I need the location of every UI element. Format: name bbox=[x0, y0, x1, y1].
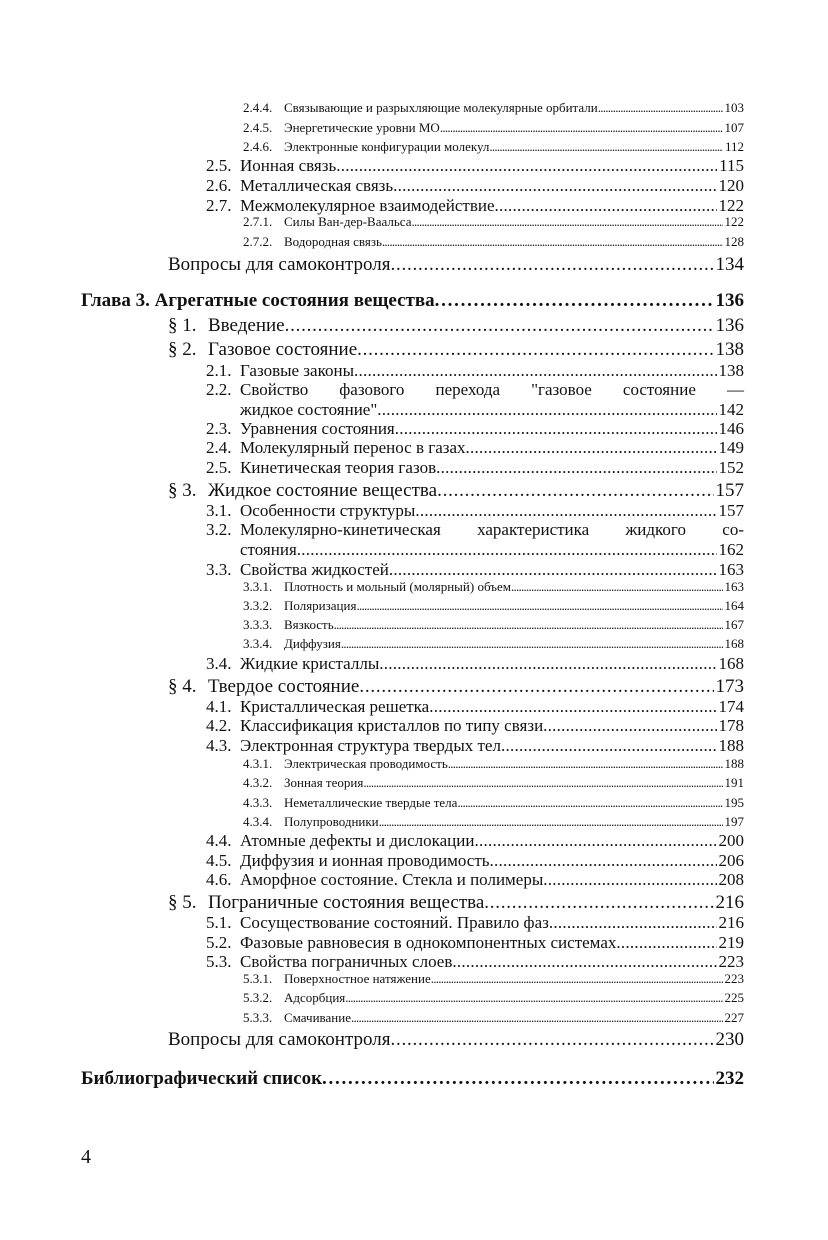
dot-leader bbox=[429, 697, 716, 717]
dot-leader bbox=[334, 617, 723, 633]
toc-entry-page: 216 bbox=[715, 892, 744, 913]
toc-entry-page: 195 bbox=[724, 795, 744, 810]
dot-leader bbox=[382, 234, 723, 250]
dot-leader bbox=[598, 100, 723, 116]
dot-leader bbox=[415, 501, 716, 521]
toc-entry-title: Фазовые равновесия в однокомпонентных системах bbox=[240, 933, 617, 952]
dot-leader bbox=[435, 290, 714, 312]
toc-entry-title: Энергетические уровни МО bbox=[284, 120, 440, 135]
toc-entry-page: 197 bbox=[724, 814, 744, 829]
toc-entry-title: Неметаллические твердые тела bbox=[284, 795, 458, 810]
toc-entry-title: Кристаллическая решетка bbox=[240, 697, 430, 716]
dot-leader bbox=[411, 214, 722, 230]
toc-entry-title: Свойства пограничных слоев bbox=[240, 952, 453, 971]
dot-leader bbox=[390, 1029, 713, 1051]
toc-entry-number: 2.7.2. bbox=[243, 234, 273, 249]
dot-leader bbox=[379, 814, 723, 830]
toc-entry-number: 4.2. bbox=[206, 716, 232, 735]
toc-entry-number: 3.4. bbox=[206, 654, 232, 673]
dot-leader bbox=[489, 139, 723, 155]
toc-entry-page: 138 bbox=[718, 361, 744, 380]
toc-entry-title: Силы Ван-дер-Ваальса bbox=[284, 214, 412, 229]
toc-entry-page: 163 bbox=[724, 579, 744, 594]
toc-entry-title-line1 bbox=[240, 380, 744, 400]
toc-entry-page: 107 bbox=[724, 120, 744, 135]
toc-entry-number: 2.7. bbox=[206, 196, 232, 215]
toc-entry-number: 4.1. bbox=[206, 697, 232, 716]
dot-leader bbox=[357, 339, 713, 361]
dot-leader bbox=[501, 736, 717, 756]
toc-entry-page: 136 bbox=[715, 315, 744, 336]
toc-entry-number: 5.3. bbox=[206, 952, 232, 971]
toc-entry-page: 128 bbox=[724, 234, 744, 249]
dot-leader bbox=[351, 1010, 723, 1026]
toc-title-word: Молекулярно-кинетическая bbox=[240, 520, 441, 539]
dot-leader bbox=[356, 598, 722, 614]
toc-entry-title: Кинетическая теория газов bbox=[240, 458, 437, 477]
toc-entry-number: 5.3.3. bbox=[243, 1010, 273, 1025]
toc-entry-title: Электронная структура твердых тел bbox=[240, 736, 501, 755]
toc-entry-title: Зонная теория bbox=[284, 775, 364, 790]
toc-entry-title: Молекулярный перенос в газах bbox=[240, 438, 466, 457]
toc-entry-page: 225 bbox=[724, 990, 744, 1005]
toc-title-word: со- bbox=[722, 520, 744, 539]
toc-title-word: фазового bbox=[339, 380, 405, 399]
toc-entry-page: 157 bbox=[715, 480, 744, 501]
dot-leader bbox=[345, 990, 722, 1006]
toc-entry-number: § 2. bbox=[168, 339, 197, 360]
dot-leader bbox=[543, 870, 716, 890]
toc-entry-page: 232 bbox=[715, 1068, 744, 1089]
toc-entry-number: 2.5. bbox=[206, 458, 232, 477]
toc-entry-page: 103 bbox=[724, 100, 744, 115]
toc-entry-page: 120 bbox=[718, 176, 744, 195]
toc-entry-title: Межмолекулярное взаимодействие bbox=[240, 196, 495, 215]
toc-entry-page: 223 bbox=[718, 952, 744, 971]
toc-entry-title: Свойства жидкостей bbox=[240, 560, 389, 579]
toc-entry-number: 4.3.2. bbox=[243, 775, 273, 790]
toc-entry-page: 191 bbox=[724, 775, 744, 790]
toc-entry-number: 2.4.5. bbox=[243, 120, 273, 135]
toc-entry-page: 216 bbox=[718, 913, 744, 932]
toc-entry-title: Вопросы для самоконтроля bbox=[168, 254, 391, 275]
toc-entry-title: Пограничные состояния вещества bbox=[208, 892, 485, 913]
toc-entry-page: 219 bbox=[718, 933, 744, 952]
dot-leader bbox=[359, 676, 713, 698]
toc-entry-page: 188 bbox=[724, 756, 744, 771]
dot-leader bbox=[484, 892, 713, 914]
dot-leader bbox=[457, 795, 722, 811]
toc-entry-page: 206 bbox=[718, 851, 744, 870]
toc-entry-title: Библиографический список bbox=[81, 1068, 323, 1089]
toc-entry-page: 163 bbox=[718, 560, 744, 579]
toc-entry-title: Атомные дефекты и дислокации bbox=[240, 831, 475, 850]
dot-leader bbox=[440, 120, 723, 136]
toc-entry-number: § 1. bbox=[168, 315, 197, 336]
toc-entry-title: Водородная связь bbox=[284, 234, 382, 249]
toc-entry-number: 3.3.3. bbox=[243, 617, 273, 632]
dot-leader bbox=[495, 196, 717, 216]
toc-entry-number: 4.6. bbox=[206, 870, 232, 889]
dot-leader bbox=[285, 315, 714, 337]
dot-leader bbox=[436, 458, 716, 478]
toc-entry-number: 3.1. bbox=[206, 501, 232, 520]
toc-entry-title: Поляризация bbox=[284, 598, 357, 613]
toc-entry-title: Полупроводники bbox=[284, 814, 379, 829]
toc-entry-number: 2.4.6. bbox=[243, 139, 273, 154]
toc-entry-title: Аморфное состояние. Стекла и полимеры bbox=[240, 870, 544, 889]
toc-entry-number: § 3. bbox=[168, 480, 197, 501]
toc-entry-title: Особенности структуры bbox=[240, 501, 416, 520]
dot-leader bbox=[377, 400, 716, 420]
toc-title-word: — bbox=[726, 380, 744, 399]
toc-entry-number: 3.2. bbox=[206, 520, 232, 539]
toc-entry-page: 112 bbox=[724, 139, 744, 154]
dot-leader bbox=[390, 254, 713, 276]
dot-leader bbox=[395, 419, 717, 439]
toc-entry-page: 157 bbox=[718, 501, 744, 520]
toc-entry-title: Ионная связь bbox=[240, 156, 337, 175]
toc-entry-page: 138 bbox=[715, 339, 744, 360]
toc-entry-number: 4.3.1. bbox=[243, 756, 273, 771]
toc-entry-title: Сосуществование состояний. Правило фаз bbox=[240, 913, 549, 932]
toc-entry-page: 149 bbox=[718, 438, 744, 457]
toc-entry-page: 168 bbox=[724, 636, 744, 651]
toc-entry-page: 188 bbox=[718, 736, 744, 755]
toc-entry-title: Поверхностное натяжение bbox=[284, 971, 431, 986]
toc-entry-number: 3.3.1. bbox=[243, 579, 273, 594]
dot-leader bbox=[389, 560, 717, 580]
toc-entry-page: 146 bbox=[718, 419, 744, 438]
toc-entry-number: 2.1. bbox=[206, 361, 232, 380]
toc-entry-title: Смачивание bbox=[284, 1010, 351, 1025]
toc-entry-title: Адсорбция bbox=[284, 990, 346, 1005]
toc-entry-page: 134 bbox=[715, 254, 744, 275]
toc-entry-title: Вязкость bbox=[284, 617, 334, 632]
toc-entry-page: 164 bbox=[724, 598, 744, 613]
toc-entry-title: Плотность и мольный (молярный) объем bbox=[284, 579, 511, 594]
toc-entry-title: Диффузия и ионная проводимость bbox=[240, 851, 490, 870]
toc-entry-title: Газовое состояние bbox=[208, 339, 358, 360]
dot-leader bbox=[452, 952, 716, 972]
toc-entry-number: 2.2. bbox=[206, 380, 232, 399]
toc-title-word: состояние bbox=[622, 380, 696, 399]
toc-entry-number: 2.7.1. bbox=[243, 214, 273, 229]
dot-leader bbox=[379, 654, 716, 674]
toc-entry-title: Классификация кристаллов по типу связи bbox=[240, 716, 544, 735]
toc-entry-page: 115 bbox=[719, 156, 744, 175]
toc-entry-page: 168 bbox=[718, 654, 744, 673]
dot-leader bbox=[511, 579, 723, 595]
toc-entry-number: 2.6. bbox=[206, 176, 232, 195]
dot-leader bbox=[297, 540, 717, 560]
dot-leader bbox=[354, 361, 717, 381]
toc-entry-title: Уравнения состояния bbox=[240, 419, 395, 438]
toc-entry-page: 122 bbox=[724, 214, 744, 229]
toc-entry-number: 5.3.1. bbox=[243, 971, 273, 986]
toc-entry-title: Диффузия bbox=[284, 636, 341, 651]
dot-leader bbox=[474, 831, 716, 851]
toc-entry-title-line2: жидкое состояние" bbox=[240, 400, 378, 419]
toc-entry-number: 2.4. bbox=[206, 438, 232, 457]
toc-entry-title-line2: стояния bbox=[240, 540, 297, 559]
toc-entry-page: 223 bbox=[724, 971, 744, 986]
toc-entry-number: 5.2. bbox=[206, 933, 232, 952]
toc-entry-number: 3.3.4. bbox=[243, 636, 273, 651]
toc-title-word: жидкого bbox=[625, 520, 686, 539]
toc-entry-page: 142 bbox=[718, 400, 744, 419]
dot-leader bbox=[549, 913, 717, 933]
toc-entry-page: 136 bbox=[715, 290, 744, 311]
toc-entry-title: Вопросы для самоконтроля bbox=[168, 1029, 391, 1050]
dot-leader bbox=[437, 480, 713, 502]
toc-entry-number: § 5. bbox=[168, 892, 197, 913]
toc-entry-number: 4.3.4. bbox=[243, 814, 273, 829]
toc-entry-page: 200 bbox=[718, 831, 744, 850]
toc-entry-page: 230 bbox=[715, 1029, 744, 1050]
toc-title-word: "газовое bbox=[531, 380, 592, 399]
toc-entry-number: 4.3.3. bbox=[243, 795, 273, 810]
dot-leader bbox=[336, 156, 717, 176]
dot-leader bbox=[616, 933, 716, 953]
dot-leader bbox=[466, 438, 717, 458]
toc-entry-page: 122 bbox=[718, 196, 744, 215]
toc-title-word: Свойство bbox=[240, 380, 309, 399]
toc-title-word: перехода bbox=[435, 380, 501, 399]
toc-entry-title: Жидкие кристаллы bbox=[240, 654, 380, 673]
toc-entry-number: § 4. bbox=[168, 676, 197, 697]
dot-leader bbox=[448, 756, 723, 772]
toc-entry-page: 167 bbox=[724, 617, 744, 632]
dot-leader bbox=[341, 636, 723, 652]
toc-entry-title: Глава 3. Агрегатные состояния вещества bbox=[81, 290, 435, 311]
toc-entry-page: 173 bbox=[715, 676, 744, 697]
toc-entry-number: 3.3. bbox=[206, 560, 232, 579]
toc-entry-title: Металлическая связь bbox=[240, 176, 394, 195]
toc-entry-number: 5.1. bbox=[206, 913, 232, 932]
page-number: 4 bbox=[81, 1146, 91, 1168]
toc-entry-title: Газовые законы bbox=[240, 361, 354, 380]
dot-leader bbox=[490, 851, 717, 871]
toc-entry-title: Введение bbox=[208, 315, 285, 336]
dot-leader bbox=[431, 971, 723, 987]
toc-entry-number: 4.5. bbox=[206, 851, 232, 870]
toc-entry-page: 178 bbox=[718, 716, 744, 735]
toc-title-word: характеристика bbox=[477, 520, 590, 539]
toc-entry-number: 2.3. bbox=[206, 419, 232, 438]
toc-entry-page: 227 bbox=[724, 1010, 744, 1025]
dot-leader bbox=[543, 716, 716, 736]
toc-entry-page: 162 bbox=[718, 540, 744, 559]
toc-entry-title: Электронные конфигурации молекул bbox=[284, 139, 490, 154]
toc-entry-title: Связывающие и разрыхляющие молекулярные орбитали bbox=[284, 100, 598, 115]
toc-entry-number: 5.3.2. bbox=[243, 990, 273, 1005]
dot-leader bbox=[363, 775, 722, 791]
toc-entry-title-line1 bbox=[240, 520, 744, 540]
toc-entry-page: 152 bbox=[718, 458, 744, 477]
toc-entry-page: 208 bbox=[718, 870, 744, 889]
dot-leader bbox=[393, 176, 716, 196]
toc-entry-number: 4.3. bbox=[206, 736, 232, 755]
toc-entry-number: 2.5. bbox=[206, 156, 232, 175]
toc-entry-number: 3.3.2. bbox=[243, 598, 273, 613]
toc-entry-number: 2.4.4. bbox=[243, 100, 273, 115]
toc-entry-title: Жидкое состояние вещества bbox=[208, 480, 438, 501]
toc-entry-page: 174 bbox=[718, 697, 744, 716]
toc-entry-title: Твердое состояние bbox=[208, 676, 360, 697]
toc-entry-title: Электрическая проводимость bbox=[284, 756, 448, 771]
toc-entry-number: 4.4. bbox=[206, 831, 232, 850]
dot-leader bbox=[322, 1068, 713, 1090]
